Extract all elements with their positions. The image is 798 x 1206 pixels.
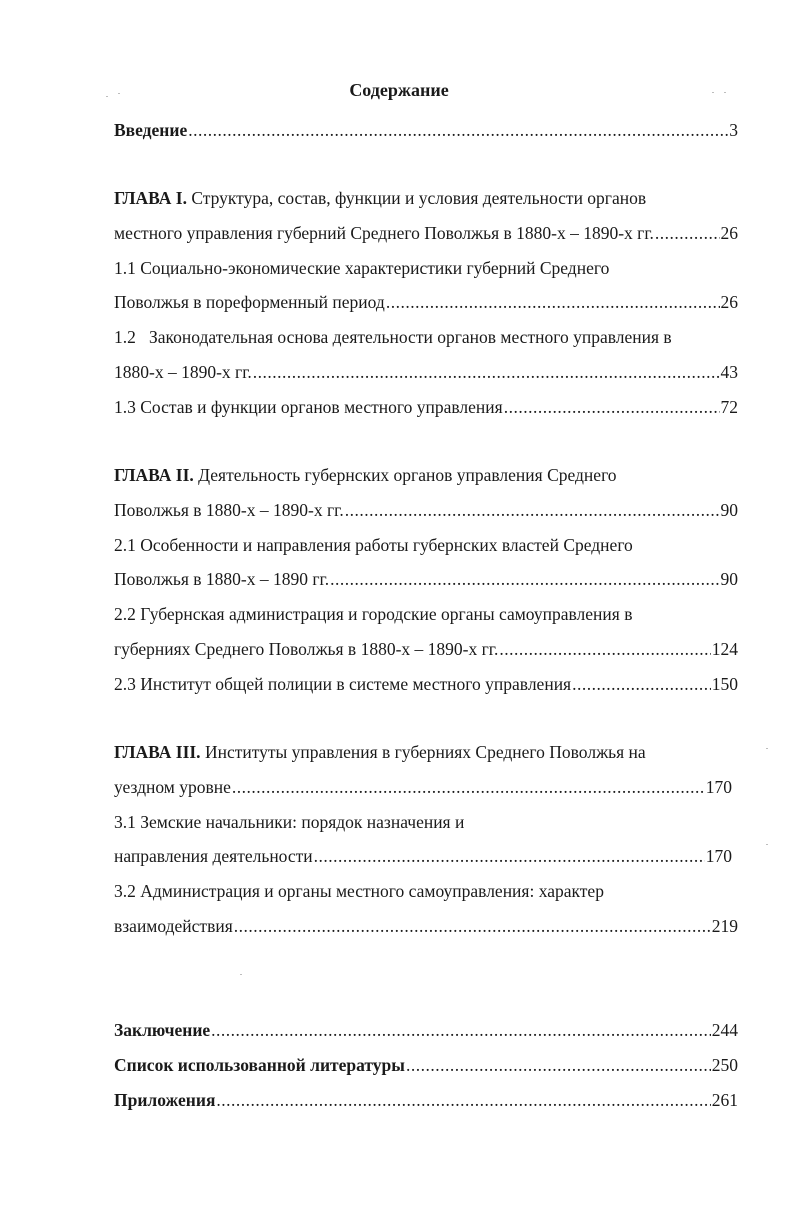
toc-entry-3-2[interactable] <box>114 879 738 903</box>
leader-dots <box>386 290 720 314</box>
leader-dots <box>216 1088 710 1112</box>
section-3-2-line2: взаимодействия <box>114 916 233 936</box>
section-1-2-line2: 1880-х – 1890-х гг. <box>114 362 252 382</box>
section-2-1-page: 90 <box>720 569 738 589</box>
leader-dots <box>232 775 705 799</box>
leader-dots <box>572 672 711 696</box>
toc-entry-conclusion[interactable] <box>114 1018 738 1042</box>
chapter1-title-line2: местного управления губерний Среднего Поволжья в 1880-х – 1890-х гг. <box>114 223 654 243</box>
chapter2-heading: ГЛАВА II. <box>114 465 194 485</box>
section-1-1-line1: 1.1 Социально-экономические характеристики губерний Среднего <box>114 258 610 278</box>
leader-dots <box>253 360 720 384</box>
section-2-3-line1: 2.3 Институт общей полиции в системе местного управления <box>114 674 572 694</box>
section-3-1-line1: 3.1 Земские начальники: порядок назначения и <box>114 812 465 832</box>
section-2-2-line1: 2.2 Губернская администрация и городские органы самоуправления в <box>114 604 633 624</box>
section-2-2-line2: губерниях Среднего Поволжья в 1880-х – 1890-х гг. <box>114 639 499 659</box>
toc-entry-3-2-cont[interactable] <box>114 914 738 938</box>
chapter2-page: 90 <box>720 500 738 520</box>
section-2-3-page: 150 <box>711 674 738 694</box>
section-3-1-page: 170 <box>705 846 732 866</box>
toc-entry-chapter2[interactable] <box>114 463 738 487</box>
toc-entry-1-3[interactable] <box>114 395 738 419</box>
chapter3-page: 170 <box>705 777 732 797</box>
toc-entry-chapter3-cont[interactable] <box>114 775 732 799</box>
leader-dots <box>330 567 719 591</box>
leader-dots <box>314 844 705 868</box>
intro-label: Введение <box>114 120 188 140</box>
chapter2-title-line1: Деятельность губернских органов управления Среднего <box>198 465 617 485</box>
toc-entry-1-2-cont[interactable] <box>114 360 738 384</box>
section-1-3-page: 72 <box>720 397 738 417</box>
chapter1-page: 26 <box>720 223 738 243</box>
toc-entry-1-1-cont[interactable] <box>114 290 738 314</box>
toc-entry-chapter3[interactable] <box>114 740 738 764</box>
toc-entry-chapter1[interactable] <box>114 186 738 210</box>
chapter1-heading: ГЛАВА I. <box>114 188 187 208</box>
leader-dots <box>211 1018 711 1042</box>
leader-dots <box>188 118 728 142</box>
toc-entry-2-2-cont[interactable] <box>114 637 738 661</box>
leader-dots <box>655 221 720 245</box>
section-1-3-line1: 1.3 Состав и функции органов местного управления <box>114 397 503 417</box>
toc-entry-2-3[interactable] <box>114 672 738 696</box>
toc-entry-1-1[interactable] <box>114 256 738 280</box>
scan-speck <box>766 844 768 845</box>
leader-dots <box>234 914 711 938</box>
toc-entry-chapter2-cont[interactable] <box>114 498 738 522</box>
section-1-1-page: 26 <box>720 292 738 312</box>
intro-page: 3 <box>729 120 738 140</box>
toc-entry-appendices[interactable] <box>114 1088 738 1112</box>
section-1-2-page: 43 <box>720 362 738 382</box>
toc-entry-2-2[interactable] <box>114 602 738 626</box>
section-3-2-line1: 3.2 Администрация и органы местного самоуправления: характер <box>114 881 604 901</box>
section-1-2-line1: 1.2 Законодательная основа деятельности органов местного управления в <box>114 327 672 347</box>
toc-entry-3-1[interactable] <box>114 810 738 834</box>
bibliography-label: Список использованной литературы <box>114 1055 405 1075</box>
toc-entry-bibliography[interactable] <box>114 1053 738 1077</box>
section-1-1-line2: Поволжья в пореформенный период <box>114 292 385 312</box>
conclusion-label: Заключение <box>114 1020 211 1040</box>
chapter1-title-line1: Структура, состав, функции и условия деятельности органов <box>191 188 647 208</box>
section-3-1-line2: направления деятельности <box>114 846 313 866</box>
toc-entry-1-2[interactable] <box>114 325 738 349</box>
chapter3-title-line2: уездном уровне <box>114 777 231 797</box>
section-3-2-page: 219 <box>711 916 738 936</box>
section-2-2-page: 124 <box>711 639 738 659</box>
scan-speck <box>240 974 242 975</box>
leader-dots <box>406 1053 711 1077</box>
section-2-1-line1: 2.1 Особенности и направления работы губернских властей Среднего <box>114 535 633 555</box>
scan-speck <box>766 748 768 749</box>
section-2-1-line2: Поволжья в 1880-х – 1890 гг. <box>114 569 330 589</box>
toc-entry-2-1-cont[interactable] <box>114 567 738 591</box>
leader-dots <box>345 498 720 522</box>
toc-entry-intro[interactable] <box>114 118 738 142</box>
appendices-label: Приложения <box>114 1090 216 1110</box>
toc-entry-2-1[interactable] <box>114 533 738 557</box>
toc-title: Содержание <box>349 80 449 100</box>
appendices-page: 261 <box>711 1090 738 1110</box>
toc-entry-3-1-cont[interactable] <box>114 844 732 868</box>
leader-dots <box>504 395 720 419</box>
toc-entry-chapter1-cont[interactable] <box>114 221 738 245</box>
conclusion-page: 244 <box>711 1020 738 1040</box>
leader-dots <box>499 637 710 661</box>
chapter3-heading: ГЛАВА III. <box>114 742 201 762</box>
bibliography-page: 250 <box>711 1055 738 1075</box>
chapter3-title-line1: Институты управления в губерниях Среднего Поволжья на <box>204 742 646 762</box>
chapter2-title-line2: Поволжья в 1880-х – 1890-х гг. <box>114 500 344 520</box>
